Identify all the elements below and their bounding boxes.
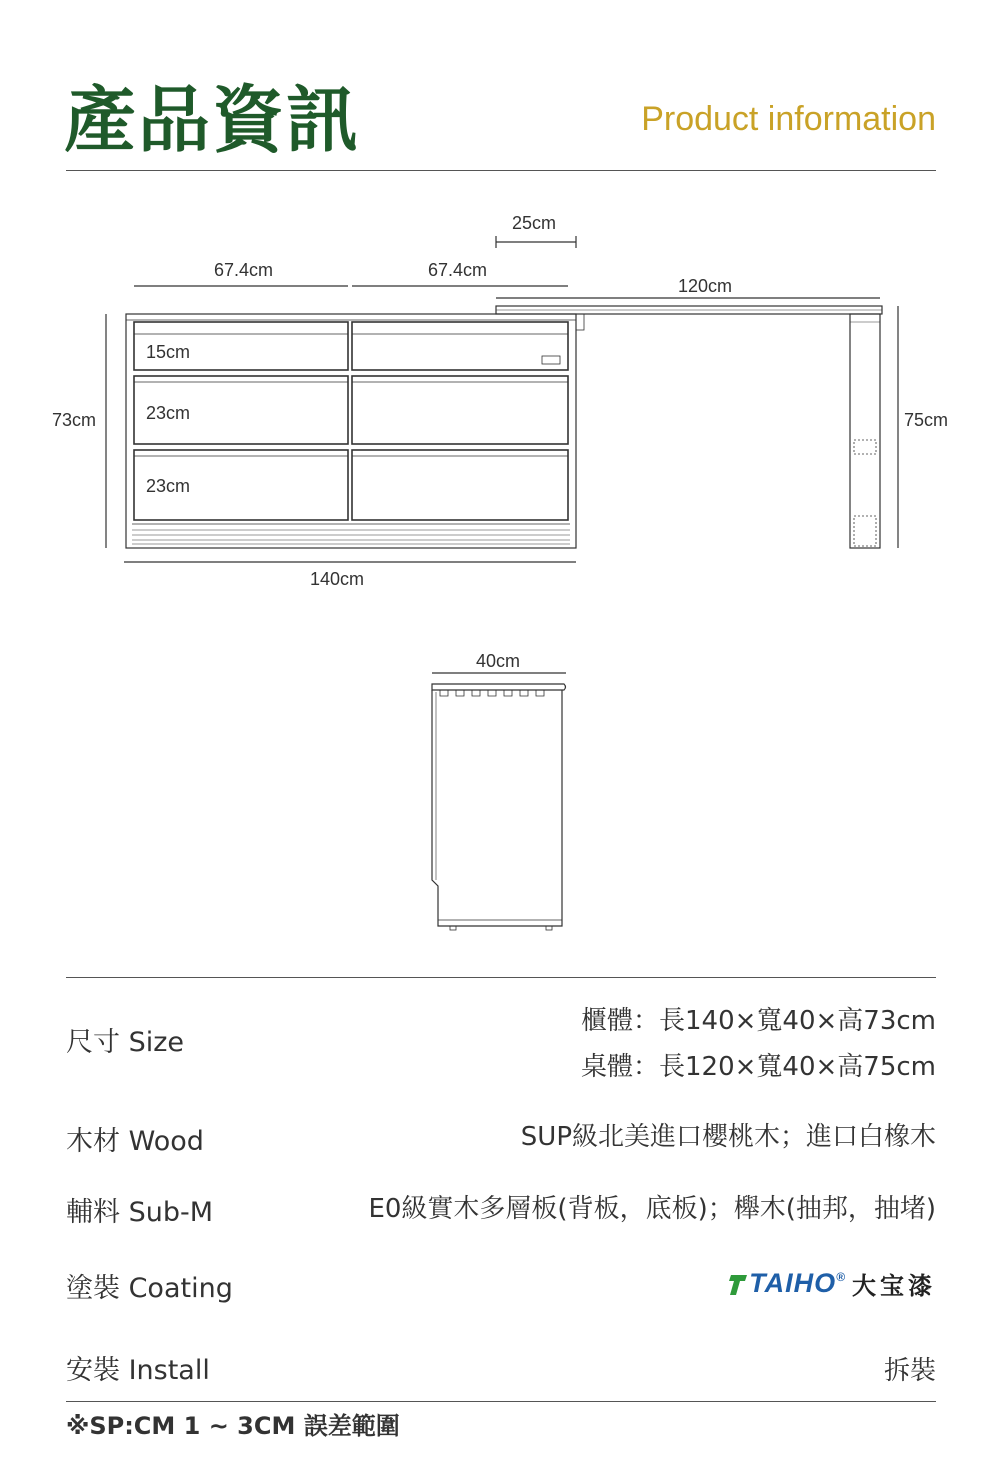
drawer-bottom-right: [352, 450, 568, 520]
brand-name-zh: 大宝漆: [852, 1272, 936, 1300]
page-subtitle: Product information: [641, 100, 936, 138]
lock-icon: [542, 356, 560, 364]
spec-size-cabinet: 櫃體：長140×寬40×高73cm: [581, 1006, 936, 1036]
footnote: ※SP:CM 1 ~ 3CM 誤差範圍: [66, 1412, 400, 1440]
dim-drawer-left: 67.4cm: [214, 260, 274, 280]
dim-desk-height: 75cm: [904, 410, 949, 430]
spec-coating-label: 塗裝 Coating: [66, 1273, 233, 1304]
dim-drawer-top: 15cm: [146, 342, 191, 362]
footer-divider: [66, 1401, 936, 1402]
spec-sub-value: E0級實木多層板(背板，底板)；櫸木(抽邦，抽堵): [368, 1194, 936, 1224]
side-top: [432, 684, 566, 690]
dim-cabinet-length: 140cm: [310, 569, 365, 589]
dim-desk-length: 120cm: [678, 276, 733, 296]
brand-name: TAIHO: [749, 1268, 837, 1298]
spec-install-label: 安裝 Install: [66, 1355, 210, 1386]
spec-wood-label: 木材 Wood: [66, 1126, 204, 1157]
brand-mark-icon: [727, 1273, 747, 1295]
spec-wood-value: SUP級北美進口櫻桃木；進口白橡木: [520, 1122, 936, 1152]
drawer-mid-right: [352, 376, 568, 444]
spec-size-desk: 桌體：長120×寬40×高75cm: [581, 1052, 936, 1082]
dim-cabinet-height: 73cm: [52, 410, 97, 430]
side-body: [432, 690, 562, 926]
specs-divider: [66, 977, 936, 978]
brand-registered-mark: ®: [836, 1270, 846, 1284]
dim-extension: 25cm: [512, 213, 557, 233]
dim-drawer-mid: 23cm: [146, 403, 191, 423]
dim-depth: 40cm: [476, 651, 521, 671]
cabinet-body: [126, 314, 576, 548]
dim-drawer-right: 67.4cm: [428, 260, 488, 280]
spec-size-label: 尺寸 Size: [66, 1027, 185, 1058]
spec-install-value: 拆裝: [883, 1356, 936, 1386]
drawer-top-right: [352, 322, 568, 370]
spec-sub-label: 輔料 Sub-M: [66, 1197, 214, 1228]
brand-logo: [727, 1266, 936, 1301]
dim-drawer-bottom: 23cm: [146, 476, 191, 496]
desk-leg: [850, 314, 880, 548]
page-title: 產品資訊: [64, 78, 361, 162]
